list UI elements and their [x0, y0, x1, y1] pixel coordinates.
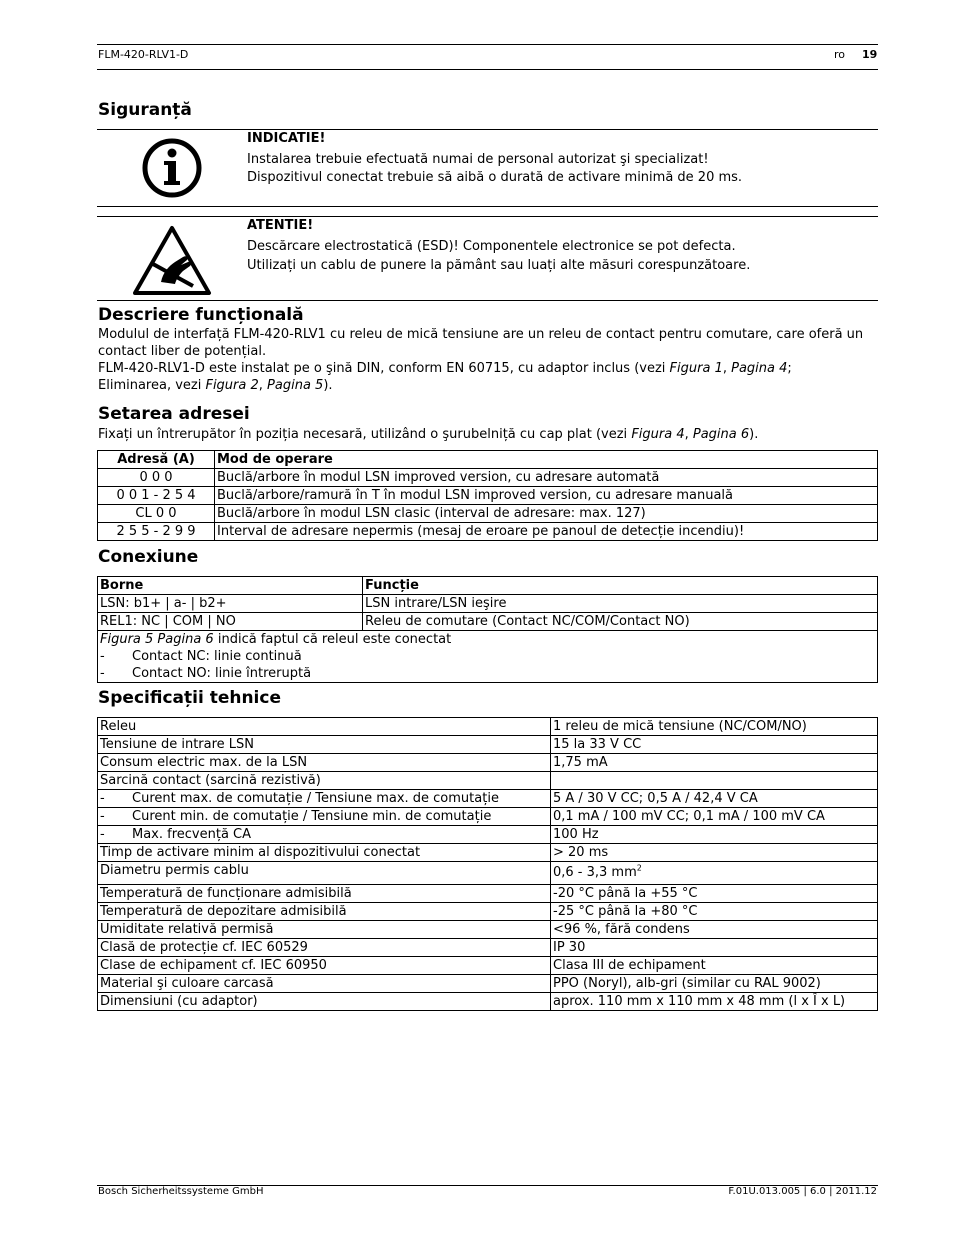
table-row — [98, 826, 878, 844]
table-cell: LSN: b1+ | a- | b2+ — [98, 595, 363, 613]
spec-key: Timp de activare minim al dispozitivului conectat — [98, 844, 551, 862]
spec-value: > 20 ms — [551, 844, 878, 862]
page-4-reference: Pagina 4 — [731, 361, 788, 376]
table-row — [98, 921, 878, 939]
table-cell: REL1: NC | COM | NO — [98, 613, 363, 631]
table-row — [98, 790, 878, 808]
spec-value: <96 %, fără condens — [551, 921, 878, 939]
table-header-cell: Mod de operare — [215, 451, 878, 469]
table-row — [98, 939, 878, 957]
table-cell: Buclă/arbore în modul LSN improved version, cu adresare automată — [215, 469, 878, 487]
figure-4-reference: Figura 4 — [631, 427, 685, 442]
spec-key: - Curent max. de comutație / Tensiune max. de comutație — [98, 790, 551, 808]
notice-top-rule — [97, 129, 878, 130]
functional-heading: Descriere funcțională — [98, 305, 304, 325]
functional-paragraph-1-line-1: Modulul de interfață FLM-420-RLV1 cu releu de mică tensiune are un releu de contact pentru comutare, care oferă un — [98, 327, 864, 342]
contact-no-note: Contact NO: linie întreruptă — [132, 666, 312, 681]
spec-key: - Max. frecvență CA — [98, 826, 551, 844]
spec-key: Material şi culoare carcasă — [98, 975, 551, 993]
header-page-number: 19 — [862, 48, 878, 61]
address-table — [97, 450, 878, 541]
header-doc-id: FLM-420-RLV1-D — [98, 48, 189, 61]
spec-key: Temperatură de depozitare admisibilă — [98, 903, 551, 921]
connection-note: Figura 5 Pagina 6 indică faptul că releul este conectat - Contact NC: linie continuă - Contact NO: linie întreruptă — [98, 631, 878, 683]
spec-key: Temperatură de funcționare admisibilă — [98, 885, 551, 903]
table-row — [98, 754, 878, 772]
table-row — [98, 808, 878, 826]
notice-line-2: Dispozitivul conectat trebuie să aibă o durată de activare minimă de 20 ms. — [247, 170, 743, 185]
specs-table — [97, 717, 878, 1011]
safety-heading: Siguranță — [98, 100, 192, 120]
table-row — [98, 844, 878, 862]
address-intro: Fixați un întrerupător în poziția necesară, utilizând o şurubelniță cu cap plat (vezi Figura 4, Pagina 6). — [98, 427, 759, 442]
table-row — [98, 505, 878, 523]
address-heading: Setarea adresei — [98, 404, 250, 424]
spec-value: 5 A / 30 V CC; 0,5 A / 42,4 V CA — [551, 790, 878, 808]
spec-value: -20 °C până la +55 °C — [551, 885, 878, 903]
spec-value: 1 releu de mică tensiune (NC/COM/NO) — [551, 718, 878, 736]
table-row — [98, 862, 878, 885]
header-bottom-rule — [97, 69, 878, 70]
spec-key: Umiditate relativă permisă — [98, 921, 551, 939]
spec-value: 0,6 - 3,3 $mm^2$ — [551, 862, 878, 885]
functional-paragraph-3: Eliminarea, vezi Figura 2, Pagina 5). — [98, 378, 333, 393]
table-header-cell: Funcție — [363, 577, 878, 595]
spec-value — [551, 772, 878, 790]
figure-1-reference: Figura 1 — [669, 361, 723, 376]
table-row — [98, 523, 878, 541]
table-row — [98, 957, 878, 975]
table-cell: 2 5 5 - 2 9 9 — [98, 523, 215, 541]
footer-doc-info: F.01U.013.005 | 6.0 | 2011.12 — [728, 1186, 877, 1197]
spec-key: - Curent min. de comutație / Tensiune min. de comutație — [98, 808, 551, 826]
functional-paragraph-2: FLM-420-RLV1-D este instalat pe o şină DIN, conform EN 60715, cu adaptor inclus (vezi Figura 1, Pagina 4; — [98, 361, 792, 376]
notice-line-1: Instalarea trebuie efectuată numai de personal autorizat şi specializat! — [247, 152, 709, 167]
table-cell: Releu de comutare (Contact NC/COM/Contact NO) — [363, 613, 878, 631]
table-cell: Buclă/arbore în modul LSN clasic (interval de adresare: max. 127) — [215, 505, 878, 523]
spec-value: 1,75 mA — [551, 754, 878, 772]
table-cell: Interval de adresare nepermis (mesaj de eroare pe panoul de detecție incendiu)! — [215, 523, 878, 541]
table-row — [98, 595, 878, 613]
table-header-cell: Borne — [98, 577, 363, 595]
spec-key: Diametru permis cablu — [98, 862, 551, 885]
spec-value: PPO (Noryl), alb-gri (similar cu RAL 9002) — [551, 975, 878, 993]
table-header-cell: Adresă (A) — [98, 451, 215, 469]
table-cell: CL 0 0 — [98, 505, 215, 523]
table-cell: 0 0 1 - 2 5 4 — [98, 487, 215, 505]
info-icon — [141, 137, 203, 199]
figure-5-reference: Figura 5 Pagina 6 — [100, 632, 214, 647]
esd-warning-icon — [131, 224, 213, 296]
table-note-row — [98, 631, 878, 683]
table-cell: 0 0 0 — [98, 469, 215, 487]
table-cell: LSN intrare/LSN ieşire — [363, 595, 878, 613]
footer-company: Bosch Sicherheitssysteme GmbH — [98, 1186, 264, 1197]
table-row — [98, 613, 878, 631]
spec-key: Clasă de protecție cf. IEC 60529 — [98, 939, 551, 957]
caution-line-2: Utilizați un cablu de punere la pământ sau luați alte măsuri corespunzătoare. — [247, 258, 751, 273]
spec-value: 0,1 mA / 100 mV CC; 0,1 mA / 100 mV CA — [551, 808, 878, 826]
spec-key: Releu — [98, 718, 551, 736]
spec-key: Consum electric max. de la LSN — [98, 754, 551, 772]
spec-value: 100 Hz — [551, 826, 878, 844]
spec-value: 15 la 33 V CC — [551, 736, 878, 754]
table-header-row — [98, 577, 878, 595]
spec-key: Tensiune de intrare LSN — [98, 736, 551, 754]
spec-value: aprox. 110 mm x 110 mm x 48 mm (l x Î x L) — [551, 993, 878, 1011]
page-5-reference: Pagina 5 — [267, 378, 324, 393]
connection-heading: Conexiune — [98, 547, 199, 567]
spec-key: Sarcină contact (sarcină rezistivă) — [98, 772, 551, 790]
page-6-reference: Pagina 6 — [692, 427, 750, 442]
header-top-rule — [97, 44, 878, 45]
figure-2-reference: Figura 2 — [205, 378, 259, 393]
table-row — [98, 736, 878, 754]
spec-value: IP 30 — [551, 939, 878, 957]
table-cell: Buclă/arbore/ramură în T în modul LSN improved version, cu adresare manuală — [215, 487, 878, 505]
table-row — [98, 469, 878, 487]
table-row — [98, 487, 878, 505]
header-language: ro — [834, 48, 846, 61]
functional-paragraph-1-line-2: contact liber de potențial. — [98, 344, 267, 359]
table-row — [98, 718, 878, 736]
table-row — [98, 885, 878, 903]
spec-key: Clase de echipament cf. IEC 60950 — [98, 957, 551, 975]
table-row — [98, 975, 878, 993]
specs-heading: Specificații tehnice — [98, 688, 281, 708]
spec-value: -25 °C până la +80 °C — [551, 903, 878, 921]
spec-key: Dimensiuni (cu adaptor) — [98, 993, 551, 1011]
notice-bottom-rule — [97, 206, 878, 207]
table-row — [98, 993, 878, 1011]
caution-top-rule — [97, 216, 878, 217]
spec-value: Clasa III de echipament — [551, 957, 878, 975]
notice-label: INDICATIE! — [247, 131, 326, 146]
caution-label: ATENTIE! — [247, 218, 314, 233]
table-row — [98, 772, 878, 790]
table-header-row — [98, 451, 878, 469]
caution-line-1: Descărcare electrostatică (ESD)! Componentele electronice se pot defecta. — [247, 239, 736, 254]
contact-nc-note: Contact NC: linie continuă — [132, 649, 302, 664]
table-row — [98, 903, 878, 921]
connection-table — [97, 576, 878, 683]
caution-bottom-rule — [97, 300, 878, 301]
